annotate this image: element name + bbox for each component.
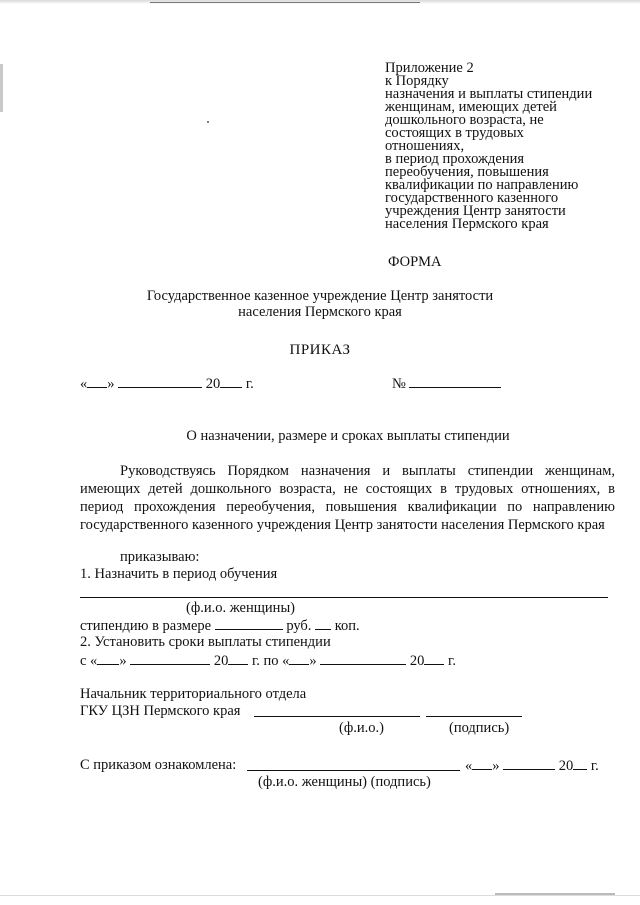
stipend-rub-blank[interactable] [215,617,283,630]
acquainted-caption: (ф.и.о. женщины) (подпись) [258,774,431,790]
order-subject: О назначении, размере и сроках выплаты стипендии [186,428,510,444]
order-number-blank[interactable] [409,375,501,388]
appendix-line: государственного казенного [385,190,559,206]
scan-top-line [150,2,420,3]
appendix-line: дошкольного возраста, не [385,112,544,128]
item-1: 1. Назначить в период обучения [80,566,278,582]
appendix-line: населения Пермского края [385,216,549,232]
fio-blank-line[interactable] [80,597,608,598]
appendix-line: в период прохождения [385,151,525,167]
chief-sign-blank[interactable] [426,716,522,717]
acq-year-suffix: г. [590,758,599,774]
period-close-quote2: » [309,653,317,669]
chief-fio-caption: (ф.и.о.) [339,720,384,736]
appendix-header [385,62,592,231]
chief-sign-caption: (подпись) [449,720,510,736]
date-day-blank[interactable] [87,375,107,388]
acq-month-blank[interactable] [503,757,555,770]
appendix-line: квалификации по направлению [385,177,579,193]
order-number [392,375,501,393]
appendix-line: назначения и выплаты стипендии [385,86,593,102]
period-to-month-blank[interactable] [320,652,406,665]
date-close-quote: » [107,376,115,392]
preamble-paragraph [80,462,615,534]
chief-line1: Начальник территориального отдела [80,686,307,702]
appendix-line: женщинам, имеющих детей [385,99,557,115]
order-title: ПРИКАЗ [289,342,351,358]
period-from-month-blank[interactable] [130,652,210,665]
appendix-line: к Порядку [385,73,449,89]
appendix-line: учреждения Центр занятости [385,203,566,219]
period-year-suffix2: г. [448,653,456,669]
forma-label: ФОРМА [388,254,442,270]
period-close-quote: » [119,653,127,669]
date-year-prefix: 20 [205,376,221,392]
stipend-kop: коп. [334,618,360,634]
period-year-prefix2: 20 [409,653,425,669]
number-sign: № [392,376,406,392]
acq-year-blank[interactable] [573,757,587,770]
stipend-prefix: стипендию в размере [80,618,212,634]
org-name-line1: Государственное казенное учреждение Центр занятости [146,288,494,304]
date-line [80,375,254,393]
order-word: приказываю: [120,549,200,565]
appendix-line: переобучения, повышения [385,164,549,180]
chief-fio-blank[interactable] [254,716,420,717]
date-year-suffix: г. [245,376,254,392]
org-name-line2: населения Пермского края [238,304,402,320]
period-from: с « [80,653,98,669]
period-to-year-blank[interactable] [424,652,444,665]
period-from-year-blank[interactable] [228,652,248,665]
period-from-day-blank[interactable] [97,652,119,665]
appendix-line: отношениях, [385,138,465,154]
stipend-kop-blank[interactable] [315,617,331,630]
acquainted-signature-blank[interactable] [247,770,460,771]
scan-bottom-line [0,895,640,896]
scan-speck [207,121,209,123]
stipend-line [80,617,360,635]
acq-close-quote: » [492,758,500,774]
period-to: г. по « [251,653,290,669]
stipend-rub: руб. [286,618,312,634]
period-to-day-blank[interactable] [289,652,309,665]
acq-day-blank[interactable] [472,757,492,770]
appendix-line: Приложение 2 [385,60,474,76]
scan-left-mark [0,64,3,112]
period-year-prefix: 20 [213,653,229,669]
acquainted-label: С приказом ознакомлена: [80,757,237,773]
chief-line2: ГКУ ЦЗН Пермского края [80,703,241,719]
item-2: 2. Установить сроки выплаты стипендии [80,634,331,650]
date-open-quote: « [80,376,88,392]
appendix-line: состоящих в трудовых [385,125,524,141]
acquainted-date [465,757,599,775]
date-month-blank[interactable] [118,375,202,388]
preamble-text: Руководствуясь Порядком назначения и выплаты стипендии женщинам, имеющих детей дошкольного возраста, не состоящих в трудовых отношениях, в период прохождения переобучения, повышения квалификации по направлению государственного казенного учреждения Центр занятости населения Пермского края [80,463,615,533]
acq-open-quote: « [465,758,473,774]
fio-caption: (ф.и.о. женщины) [186,600,296,616]
period-line [80,652,456,670]
acq-year-prefix: 20 [558,758,574,774]
scan-bottom-mark [495,893,615,895]
date-year-blank[interactable] [220,375,242,388]
